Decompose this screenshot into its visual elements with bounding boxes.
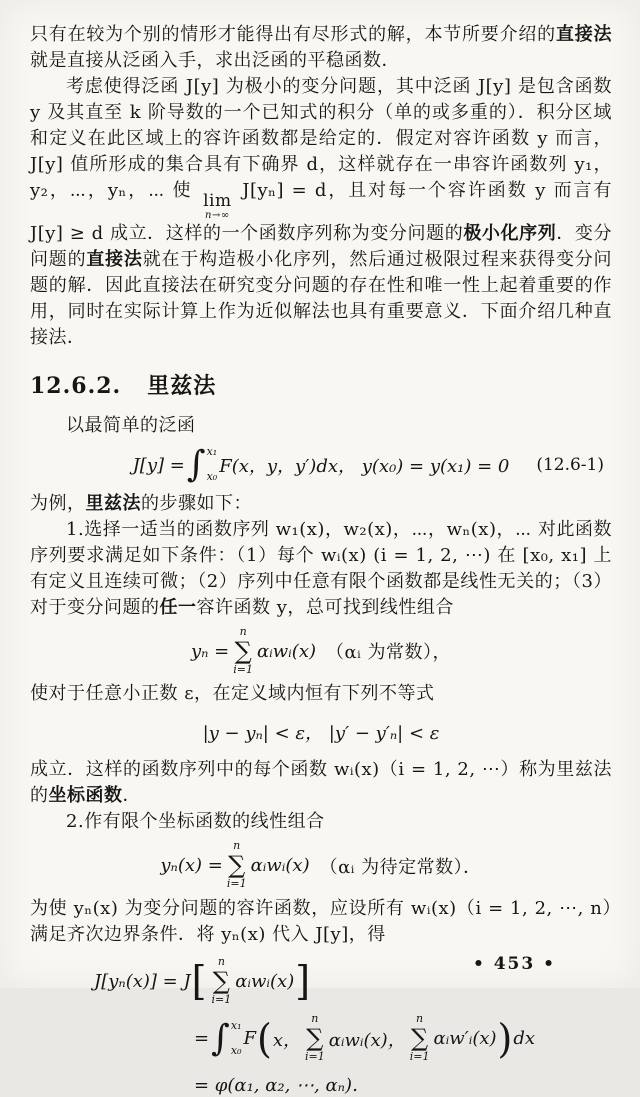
summation-icon [410,1013,430,1063]
close-bracket: ] [295,958,311,1005]
sum-glyph: ∑ [306,1024,324,1053]
bold-term: 里兹法 [85,493,141,514]
summation-icon [212,956,232,1006]
text-segment: 使对于任意小正数 ε，在定义域内恒有下列不等式 [30,683,435,705]
bold-term: 直接法 [555,24,613,45]
text-segment: 容许函数 y，总可找到线性组合 [196,597,454,618]
text-segment: 以最简单的泛函 [66,415,196,436]
paragraph-steps-intro [30,491,612,517]
paragraph-intro [30,22,612,74]
text-segment: J[yₙ] = d，且对每一个容许函数 y 而言有 J[y] ≥ d 成立．这样的一个函数序列称为变分问题的 [30,180,612,244]
text-segment: 考虑使得泛函 J[y] 为极小的变分问题，其中泛函 J[y] 是包含函数 y 及其直至 k 阶导数的一个已知式的积分（单的或多重的）．积分区域和定义在此区域上的容许函数都是给定的．假定对容许函数 y 而言，J[y] 值所形成的集合具有下确界 d，这样就存在一串容许函数列 y₁，y₂，⋯，yₙ，⋯ 使 [30,76,612,201]
summation-icon [233,626,253,676]
equation-functional-12-6-1 [30,444,612,486]
sum-glyph: ∑ [234,636,252,665]
sum-lower-limit: i=1 [409,1050,430,1064]
text-segment: 为使 yₙ(x) 为变分问题的容许函数，应设所有 wᵢ(x)（i = 1, 2, ⋯, n）满足齐次边界条件．将 yₙ(x) 代入 J[y]，得 [30,897,612,945]
integral-lower-limit: x₀ [206,470,218,483]
integral-glyph: ∫ [186,444,206,485]
equation-yn-combination [30,840,612,890]
equation-derivation-block [30,956,612,1097]
equation-number: (12.6-1) [536,455,604,475]
integral-icon [187,444,217,486]
paragraph-step-1 [30,517,612,621]
eq4-lhs: yₙ(x) = [160,855,223,877]
text-segment: 为例， [30,493,86,514]
text-segment: 只有在较为个别的情形才能得出有尽形式的解，本节所要介绍的 [30,24,556,45]
paragraph-epsilon [30,681,612,707]
text-segment: 2.作有限个坐标函数的线性组合 [66,811,325,833]
derivation-row-2 [194,1013,612,1063]
text-segment: ．变分问题的 [30,223,613,270]
summation-icon [305,1013,325,1063]
summation-icon [227,840,247,890]
sum-upper-limit: n [416,1012,424,1026]
integral-limits [206,444,218,486]
integral-lower-limit: x₀ [230,1043,242,1057]
eq1-lhs: J[y] = [132,454,185,476]
eq1-rhs: F(x，y，y′)dx， y(x₀) = y(x₁) = 0 [219,456,510,477]
limit-notation [203,193,232,221]
eq2-body: αᵢwᵢ(x) [257,640,317,662]
text-segment: ． [122,785,141,807]
eq4-annotation: （αᵢ 为待定常数）． [319,856,482,878]
integral-icon [211,1018,241,1060]
section-title: 里兹法 [147,373,217,399]
bold-term: 坐标函数 [48,785,123,807]
sum-lower-limit: i=1 [226,877,247,891]
paragraph-coordinate-functions [30,757,612,809]
sum-lower-limit: i=1 [233,662,253,676]
row2-seg3: αᵢw′ᵢ(x) [433,1028,497,1050]
bold-term: 极小化序列 [463,223,557,244]
integral-limits [230,1018,242,1060]
text-segment: 就是直接从泛函入手，求出泛函的平稳函数． [30,50,400,71]
open-bracket: [ [191,958,207,1005]
row2-tail: dx [513,1028,536,1050]
paragraph-step-2 [30,809,612,835]
text-run [30,180,612,348]
paragraph-boundary-conditions [30,896,612,948]
text-segment: 的步骤如下： [141,493,252,514]
eq4-body: αᵢwᵢ(x) [250,855,310,877]
lim-subscript: n→∞ [205,210,230,221]
row1-body: αᵢwᵢ(x) [235,970,295,992]
row3-text: = φ(α₁, α₂, ⋯, αₙ)． [194,1074,370,1096]
row2-seg1: x， [272,1029,301,1051]
text-segment: 1.选择一适当的函数序列 w₁(x)，w₂(x)，⋯，wₙ(x)，⋯ 对此函数序列要求满足如下条件：（1）每个 wᵢ(x) (i = 1, 2, ⋯) 在 [x₀, x₁] 上有定义且连续可微；（2）序列中任意有限个函数都是线性无关的；（3）对于变分问题的 [30,519,612,618]
derivation-row-3 [194,1071,612,1097]
page-number: • 453 • [472,954,556,974]
sum-upper-limit: n [217,954,225,968]
integral-glyph: ∫ [211,1017,230,1059]
sum-lower-limit: i=1 [304,1050,325,1064]
lim-operator: lim [203,191,232,211]
row2-equals: = [194,1028,210,1050]
open-paren: ( [256,1015,272,1062]
bold-term: 直接法 [86,249,143,270]
equation-linear-combination [30,626,612,676]
text-segment: 成立．这样的函数序列中的每个函数 wᵢ(x)（i = 1, 2, ⋯）称为里兹法的 [30,759,612,807]
text-segment: 就在于构造极小化序列，然后通过极限过程来获得变分问题的解．因此直接法在研究变分问题的存在性和唯一性上起着重要的作用，同时在实际计算上作为近似解法也具有重要意义．下面介绍几种直接法． [30,249,613,348]
eq3-text: |y − yₙ| < ε， |y′ − y′ₙ| < ε [202,723,440,745]
integral-upper-limit: x₁ [206,445,218,458]
sum-glyph: ∑ [228,851,246,880]
bold-term: 任一 [159,597,197,618]
row2-fname: F [243,1028,256,1050]
equation-inequalities [30,712,612,752]
sum-lower-limit: i=1 [211,992,232,1006]
section-heading [30,369,612,400]
eq2-lhs: yₙ = [190,640,230,662]
row1-lhs: J[yₙ(x)] = J [94,970,191,992]
paragraph-overview [30,74,612,351]
integral-upper-limit: x₁ [230,1018,242,1032]
sum-glyph: ∑ [212,966,230,995]
row2-seg2: αᵢwᵢ(x)， [328,1029,406,1051]
sum-glyph: ∑ [411,1024,429,1053]
paragraph-lead-in [30,413,612,439]
sum-upper-limit: n [239,625,247,638]
sum-upper-limit: n [311,1012,319,1026]
close-paren: ) [497,1015,513,1062]
section-number: 12.6.2. [30,373,122,399]
eq2-annotation: （αᵢ 为常数）， [326,642,452,664]
sum-upper-limit: n [233,839,241,853]
